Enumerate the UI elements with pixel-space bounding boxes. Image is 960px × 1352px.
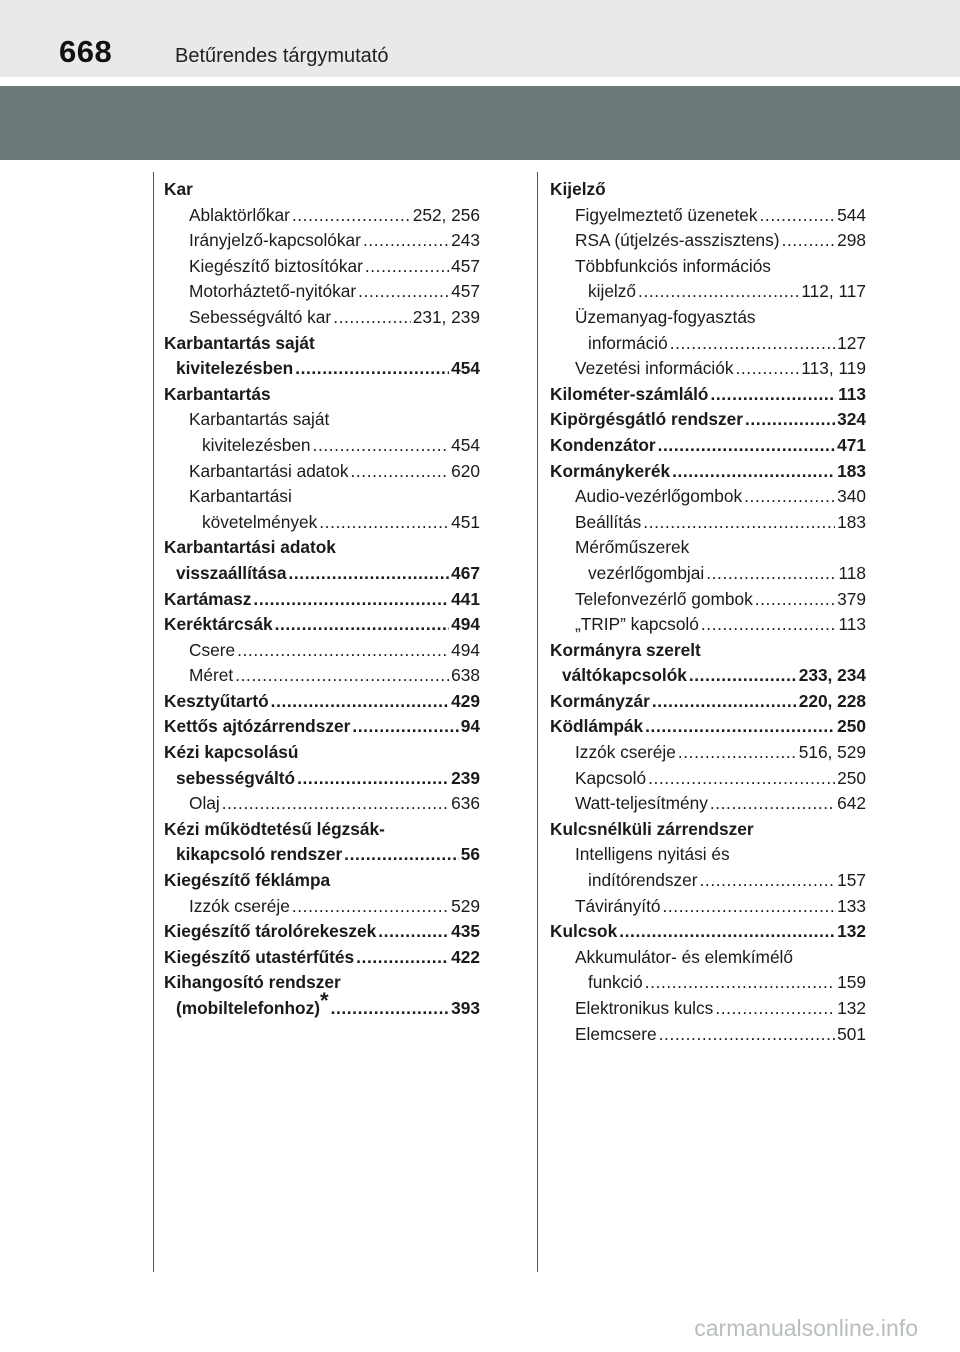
index-subentry	[164, 484, 480, 535]
column-divider-left	[153, 172, 154, 1272]
index-subentry	[550, 510, 866, 536]
leader-dots	[313, 433, 450, 459]
entry-label: Ködlámpák	[550, 716, 644, 737]
entry-label: Kormánykerék	[550, 460, 671, 481]
page-reference: 183	[837, 511, 866, 532]
page-reference: 159	[837, 972, 866, 993]
leader-dots	[648, 766, 835, 792]
index-entry	[550, 638, 866, 689]
page-reference: 220, 228	[798, 690, 866, 711]
index-entry	[164, 868, 480, 894]
leader-dots	[701, 612, 837, 638]
page-reference: 113	[838, 383, 866, 404]
leader-dots	[744, 484, 835, 510]
page-reference: 133	[837, 895, 866, 916]
page-reference: 529	[451, 895, 480, 916]
page-reference: 157	[837, 870, 866, 891]
page-reference: 494	[451, 639, 480, 660]
entry-label: visszaállítása	[176, 562, 287, 583]
leader-dots	[333, 305, 411, 331]
page-reference: 113, 119	[801, 358, 866, 379]
index-entry	[164, 587, 480, 613]
entry-label: Kondenzátor	[550, 434, 656, 455]
index-subentry	[550, 1022, 866, 1048]
entry-label: „TRIP” kapcsoló	[575, 614, 699, 635]
index-entry	[164, 740, 480, 791]
leader-dots	[638, 279, 799, 305]
entry-label: Kiegészítő féklámpa	[164, 870, 331, 891]
index-subentry	[550, 203, 866, 229]
page-reference: 467	[451, 562, 480, 583]
entry-label: Beállítás	[575, 511, 642, 532]
index-subentry	[550, 894, 866, 920]
entry-label: indítórendszer	[588, 870, 698, 891]
index-subentry	[550, 305, 866, 356]
entry-label: Többfunkciós információs	[575, 255, 771, 276]
leader-dots	[619, 919, 835, 945]
entry-label: kikapcsoló rendszer	[176, 844, 343, 865]
leader-dots	[782, 228, 836, 254]
index-subentry	[164, 638, 480, 664]
entry-label: Intelligens nyitási és	[575, 844, 730, 865]
page-reference: 183	[837, 460, 866, 481]
page-reference: 243	[451, 230, 480, 251]
leader-dots	[643, 510, 835, 536]
index-subentry	[550, 535, 866, 586]
entry-label: RSA (útjelzés-asszisztens)	[575, 230, 780, 251]
index-entry	[550, 177, 866, 203]
entry-label: Elemcsere	[575, 1023, 657, 1044]
header-band	[0, 86, 960, 160]
entry-label: Kulcsok	[550, 921, 618, 942]
entry-label: Akkumulátor- és elemkímélő	[575, 946, 794, 967]
column-divider-right	[537, 172, 538, 1272]
leader-dots	[645, 714, 835, 740]
index-entry	[164, 689, 480, 715]
index-entry	[164, 177, 480, 203]
index-subentry	[164, 203, 480, 229]
page-reference: 252, 256	[412, 204, 480, 225]
entry-label: Olaj	[189, 793, 220, 814]
page-reference: 250	[837, 716, 866, 737]
entry-label: sebességváltó	[176, 767, 296, 788]
leader-dots	[710, 382, 836, 408]
entry-label: információ	[588, 332, 668, 353]
leader-dots	[706, 561, 836, 587]
page-reference: 422	[451, 946, 480, 967]
index-subentry	[550, 612, 866, 638]
leader-dots	[363, 228, 449, 254]
entry-label: Kesztyűtartó	[164, 690, 269, 711]
entry-label: Kijelző	[550, 179, 606, 199]
leader-dots	[297, 766, 449, 792]
entry-label: Kartámasz	[164, 588, 252, 609]
entry-label: Kézi működtetésű légzsák-	[164, 818, 385, 839]
index-subentry	[164, 791, 480, 817]
leader-dots	[352, 714, 458, 740]
index-entry	[550, 919, 866, 945]
leader-dots	[689, 663, 797, 689]
page-reference: 112, 117	[801, 281, 866, 302]
page-reference: 501	[837, 1023, 866, 1044]
entry-label: váltókapcsolók	[562, 665, 687, 686]
index-entry	[550, 382, 866, 408]
page-reference: 642	[837, 793, 866, 814]
leader-dots	[755, 587, 835, 613]
page-reference: 118	[838, 562, 866, 583]
page-reference: 113	[838, 614, 866, 635]
index-subentry	[164, 279, 480, 305]
header-bar	[0, 0, 960, 77]
entry-label: Karbantartási adatok	[189, 460, 349, 481]
page-reference: 457	[451, 255, 480, 276]
entry-label: Keréktárcsák	[164, 614, 273, 635]
page-reference: 471	[837, 434, 866, 455]
index-subentry	[164, 407, 480, 458]
index-subentry	[550, 766, 866, 792]
entry-label: Kar	[164, 179, 193, 199]
entry-label: Audio-vezérlőgombok	[575, 486, 743, 507]
page-reference: 454	[451, 434, 480, 455]
index-entry: Kihangosító rendszer (mobiltelefonhoz) * ..... 393	[164, 970, 480, 1021]
entry-label: Kihangosító rendszer	[164, 972, 341, 993]
page-reference: 457	[451, 281, 480, 302]
index-subentry	[550, 484, 866, 510]
page-reference: 324	[837, 409, 866, 430]
leader-dots	[358, 279, 449, 305]
page-reference: 233, 234	[798, 665, 866, 686]
index-entry	[164, 714, 480, 740]
entry-label: Kormányra szerelt	[550, 639, 701, 660]
index-entry	[164, 612, 480, 638]
leader-dots	[760, 203, 836, 229]
leader-dots	[253, 587, 449, 613]
entry-label: Watt-teljesítmény	[575, 793, 708, 814]
entry-label: Figyelmeztető üzenetek	[575, 204, 758, 225]
leader-dots	[378, 919, 449, 945]
entry-label: kivitelezésben	[202, 434, 311, 455]
entry-label: Karbantartás	[164, 383, 271, 404]
index-subentry	[550, 791, 866, 817]
page-reference: 451	[451, 511, 480, 532]
leader-dots	[222, 791, 449, 817]
page-reference: 441	[451, 588, 480, 609]
entry-label: Kiegészítő biztosítókar	[189, 255, 363, 276]
leader-dots	[344, 842, 459, 868]
entry-label: Üzemanyag-fogyasztás	[575, 306, 756, 327]
entry-label: Ablaktörlőkar	[189, 204, 290, 225]
entry-label: Kipörgésgátló rendszer	[550, 409, 744, 430]
index-entry	[550, 433, 866, 459]
page-reference: 636	[451, 793, 480, 814]
index-subentry	[550, 587, 866, 613]
page-reference: 429	[451, 690, 480, 711]
page-reference: 56	[460, 844, 480, 865]
watermark: carmanualsonline.info	[694, 1315, 918, 1341]
entry-label: követelmények	[202, 511, 318, 532]
leader-dots	[292, 894, 449, 920]
page-reference: 94	[460, 716, 480, 737]
entry-label: funkció	[588, 972, 643, 993]
index-entry	[550, 689, 866, 715]
leader-dots	[658, 433, 836, 459]
leader-dots	[365, 254, 449, 280]
index-entry	[164, 382, 480, 408]
index-subentry	[550, 228, 866, 254]
leader-dots	[672, 459, 835, 485]
entry-label: Karbantartás saját	[189, 409, 330, 430]
entry-label: Távirányító	[575, 895, 661, 916]
index-entry	[164, 535, 480, 586]
leader-dots	[319, 510, 449, 536]
entry-label: Sebességváltó kar	[189, 306, 332, 327]
index-entry	[164, 817, 480, 868]
index-subentry	[164, 228, 480, 254]
entry-label: Vezetési információk	[575, 358, 734, 379]
page-reference: 250	[837, 767, 866, 788]
index-column-left	[164, 177, 480, 1022]
index-subentry	[550, 945, 866, 996]
leader-dots	[670, 331, 835, 357]
index-entry	[164, 331, 480, 382]
index-entry	[550, 459, 866, 485]
page-reference: 454	[451, 358, 480, 379]
entry-label: kijelző	[588, 281, 637, 302]
page-reference: 132	[837, 998, 866, 1018]
index-subentry	[550, 254, 866, 305]
entry-label: Méret	[189, 665, 234, 686]
leader-dots	[645, 970, 835, 996]
entry-label: kivitelezésben	[176, 358, 294, 379]
leader-dots	[678, 740, 797, 766]
index-subentry	[164, 663, 480, 689]
section-title: Betűrendes tárgymutató	[175, 45, 389, 67]
leader-dots	[271, 689, 449, 715]
leader-dots	[350, 459, 449, 485]
entry-label: Kiegészítő tárolórekeszek	[164, 921, 377, 942]
entry-label: Motorháztető-nyitókar	[189, 281, 357, 302]
leader-dots	[331, 996, 450, 1022]
leader-dots	[735, 356, 799, 382]
index-entry	[164, 945, 480, 971]
page-reference: 620	[451, 460, 480, 481]
index-entry	[550, 407, 866, 433]
entry-label: Karbantartási adatok	[164, 537, 336, 558]
leader-dots	[292, 203, 411, 229]
leader-dots	[235, 663, 449, 689]
entry-label: Elektronikus kulcs	[575, 998, 714, 1018]
index-subentry	[164, 894, 480, 920]
entry-label: Kapcsoló	[575, 767, 647, 788]
entry-label: Kormányzár	[550, 690, 650, 711]
page-reference: 298	[837, 230, 866, 251]
page-reference: 132	[837, 921, 866, 942]
leader-dots	[275, 612, 450, 638]
page-reference: 340	[837, 486, 866, 507]
leader-dots	[659, 1022, 836, 1048]
index-entry	[550, 714, 866, 740]
page-reference: 393	[451, 998, 480, 1018]
page-reference: 435	[451, 921, 480, 942]
page-reference: 638	[451, 665, 480, 686]
entry-label: Kulcsnélküli zárrendszer	[550, 818, 754, 839]
entry-label: Mérőműszerek	[575, 537, 690, 558]
entry-label: vezérlőgombjai	[588, 562, 705, 583]
index-subentry	[164, 305, 480, 331]
page-reference: 239	[451, 767, 480, 788]
entry-label: Izzók cseréje	[189, 895, 290, 916]
entry-label: Karbantartás saját	[164, 332, 315, 353]
page-number: 668	[59, 34, 113, 69]
leader-dots	[700, 868, 836, 894]
entry-label: Telefonvezérlő gombok	[575, 588, 753, 609]
leader-dots	[652, 689, 797, 715]
page-reference: 231, 239	[412, 306, 480, 327]
index-subentry	[164, 459, 480, 485]
entry-label: Karbantartási	[189, 486, 292, 507]
leader-dots	[289, 561, 450, 587]
index-subentry	[550, 356, 866, 382]
page-reference: 516, 529	[798, 742, 866, 763]
leader-dots	[662, 894, 835, 920]
leader-dots	[237, 638, 449, 664]
entry-label: Irányjelző-kapcsolókar	[189, 230, 361, 251]
entry-label: Izzók cseréje	[575, 742, 676, 763]
entry-label: Kiegészítő utastérfűtés	[164, 946, 355, 967]
index-column-right	[550, 177, 866, 1047]
index-entry	[550, 817, 866, 843]
index-subentry	[550, 996, 866, 1022]
leader-dots	[715, 996, 835, 1022]
entry-label: Kettős ajtózárrendszer	[164, 716, 351, 737]
index-entry	[164, 919, 480, 945]
page-reference: 494	[451, 614, 480, 635]
leader-dots	[745, 407, 835, 433]
entry-label: Kézi kapcsolású	[164, 742, 299, 763]
index-subentry	[550, 842, 866, 893]
page-reference: 379	[837, 588, 866, 609]
index-subentry	[164, 254, 480, 280]
leader-dots	[295, 356, 449, 382]
leader-dots	[710, 791, 835, 817]
entry-label: (mobiltelefonhoz)	[176, 998, 320, 1018]
leader-dots	[356, 945, 449, 971]
index-subentry	[550, 740, 866, 766]
entry-label: Kilométer-számláló	[550, 383, 709, 404]
page-reference: 544	[837, 204, 866, 225]
page-reference: 127	[837, 332, 866, 353]
entry-label: Csere	[189, 639, 236, 660]
